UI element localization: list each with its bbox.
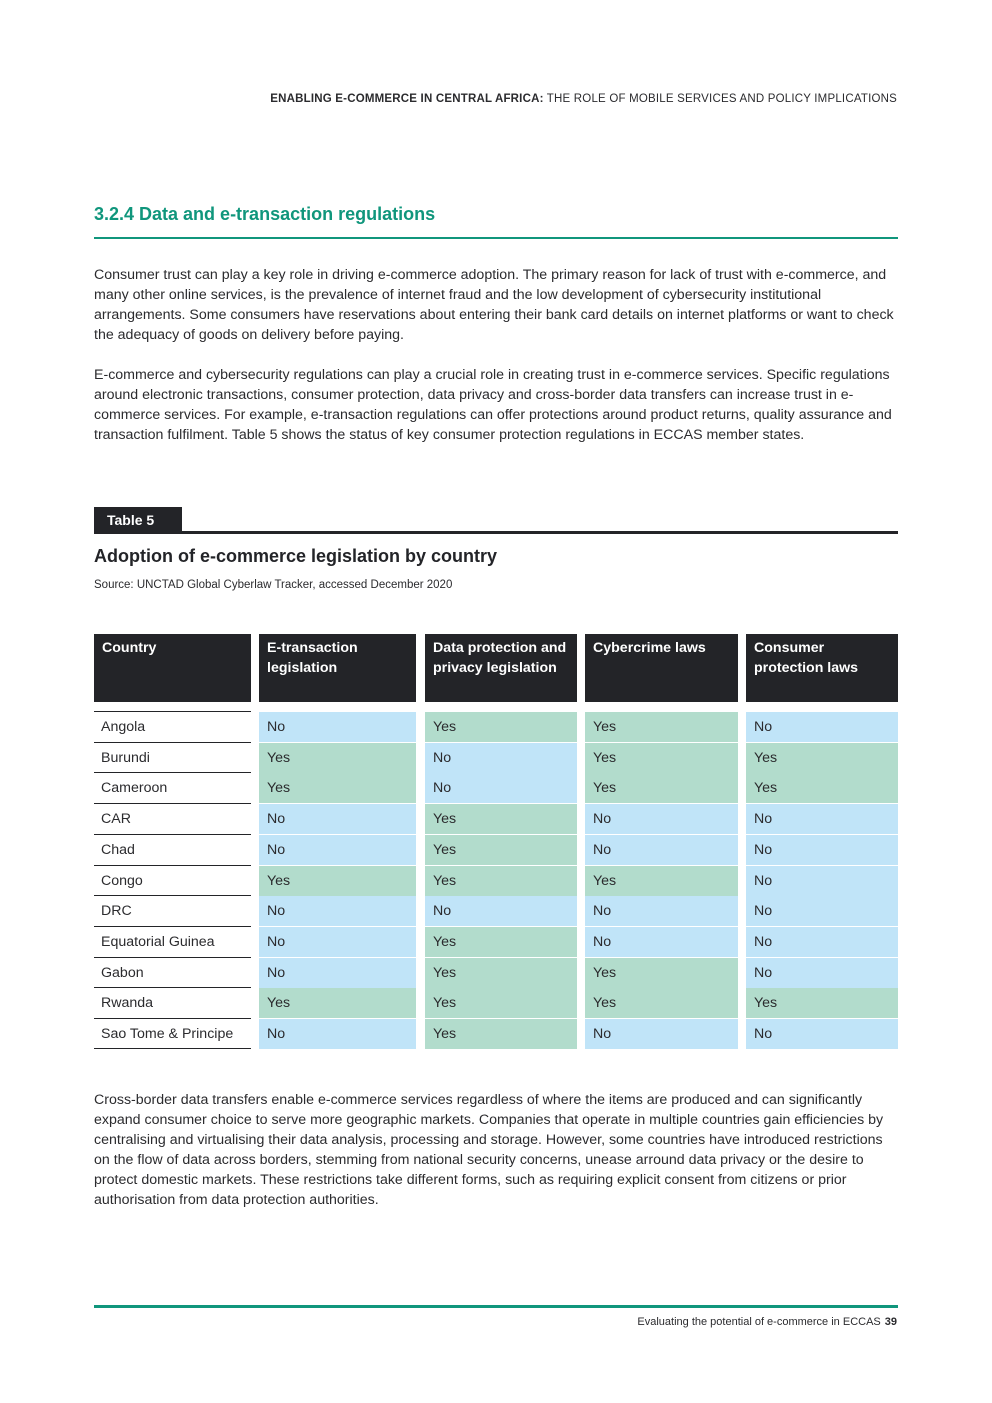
footer-divider: [94, 1305, 898, 1308]
table-cell: No: [585, 835, 738, 865]
table-cell: No: [425, 773, 577, 803]
page-number: 39: [884, 1316, 897, 1328]
table-row-country: Rwanda: [94, 987, 251, 1018]
table-cell: No: [259, 1019, 416, 1049]
table-cell: Yes: [585, 743, 738, 773]
section-divider: [94, 237, 898, 239]
table-cell: No: [585, 804, 738, 834]
table-cell: Yes: [746, 988, 898, 1018]
table-cell: No: [746, 804, 898, 834]
table-row-country: CAR: [94, 803, 251, 834]
table-row-country: Congo: [94, 865, 251, 896]
table-cell: Yes: [585, 866, 738, 896]
table-row-country: Angola: [94, 711, 251, 742]
table-cell: Yes: [425, 988, 577, 1018]
table-row-country: Burundi: [94, 742, 251, 773]
table-cell: No: [259, 835, 416, 865]
footer-text: Evaluating the potential of e-commerce in ECCAS: [637, 1316, 881, 1328]
table-cell: Yes: [425, 866, 577, 896]
running-header-rest: THE ROLE OF MOBILE SERVICES AND POLICY IMPLICATIONS: [543, 93, 897, 105]
table-cell: No: [259, 712, 416, 742]
table-title: Adoption of e-commerce legislation by country: [94, 546, 498, 566]
paragraph-consumer-trust: Consumer trust can play a key role in driving e-commerce adoption. The primary reason for lack of trust with e-commerce, and many other online services, is the prevalence of internet fraud and the low development of cybersecurity institutional arrangements. Some consumers have reservations about entering their bank card details on internet platforms or want to check the adequacy of goods on delivery before paying.: [94, 267, 894, 343]
table-cell: No: [746, 896, 898, 926]
column-header-country: Country: [94, 634, 251, 702]
column-header-data-protection: Data protection and privacy legislation: [425, 634, 577, 702]
table-cell: Yes: [585, 988, 738, 1018]
table-cell: No: [746, 958, 898, 988]
table-cell: Yes: [585, 712, 738, 742]
table-cell: Yes: [425, 1019, 577, 1049]
column-header-e-transaction: E-transaction legislation: [259, 634, 416, 702]
table-cell: No: [259, 896, 416, 926]
table-row-country: Gabon: [94, 957, 251, 988]
table-cell: Yes: [746, 773, 898, 803]
table-cell: Yes: [585, 773, 738, 803]
table-cell: Yes: [746, 743, 898, 773]
running-header: [94, 93, 897, 105]
table-cell: No: [746, 866, 898, 896]
table-cell: Yes: [259, 866, 416, 896]
table-cell: No: [585, 927, 738, 957]
table-tag: Table 5: [94, 507, 182, 532]
table-cell: No: [425, 743, 577, 773]
table-cell: Yes: [259, 988, 416, 1018]
running-header-bold: ENABLING E-COMMERCE IN CENTRAL AFRICA:: [270, 93, 544, 105]
table-divider: [94, 531, 898, 534]
column-header-cybercrime: Cybercrime laws: [585, 634, 738, 702]
table-cell: No: [259, 958, 416, 988]
table-cell: Yes: [425, 835, 577, 865]
table-cell: No: [585, 896, 738, 926]
column-header-consumer-protection: Consumer protection laws: [746, 634, 898, 702]
table-cell: Yes: [425, 927, 577, 957]
footer: [94, 1316, 897, 1328]
table-cell: No: [259, 804, 416, 834]
table-row-country: Chad: [94, 834, 251, 865]
section-title: 3.2.4 Data and e-transaction regulations: [94, 204, 436, 224]
paragraph-cross-border: Cross-border data transfers enable e-commerce services regardless of where the items are produced and can significantly expand consumer choice to serve more geographic markets. Companies that operate in multiple countries gain efficiencies by centralising and virtualising their data analysis, processing and storage. However, some countries have introduced restrictions on the flow of data across borders, stemming from national security concerns, unease arround data privacy or the desire to protect domestic markets. These restrictions take different forms, such as requiring explicit consent from citizens or prior authorisation from data protection authorities.: [94, 1092, 884, 1208]
table-row-country: DRC: [94, 895, 251, 926]
table-cell: No: [746, 927, 898, 957]
table-source: Source: UNCTAD Global Cyberlaw Tracker, accessed December 2020: [94, 579, 453, 591]
table-cell: Yes: [259, 773, 416, 803]
table-cell: Yes: [425, 712, 577, 742]
table-cell: No: [746, 1019, 898, 1049]
table-cell: Yes: [259, 743, 416, 773]
table-row-country: Equatorial Guinea: [94, 926, 251, 957]
table-cell: Yes: [425, 958, 577, 988]
paragraph-regulations: E-commerce and cybersecurity regulations can play a crucial role in creating trust in e-commerce services. Specific regulations around electronic transactions, consumer protection, data privacy and cross-border data transfers can increase trust in e-commerce services. For example, e-transaction regulations can offer protections around product returns, quality assurance and transaction fulfilment. Table 5 shows the status of key consumer protection regulations in ECCAS member states.: [94, 367, 892, 443]
table-cell: Yes: [425, 804, 577, 834]
table-cell: Yes: [585, 958, 738, 988]
table-cell: No: [585, 1019, 738, 1049]
table-cell: No: [425, 896, 577, 926]
table-cell: No: [259, 927, 416, 957]
table-row-country: Cameroon: [94, 772, 251, 803]
table-cell: No: [746, 712, 898, 742]
table-row-country: Sao Tome & Principe: [94, 1018, 251, 1049]
table-cell: No: [746, 835, 898, 865]
